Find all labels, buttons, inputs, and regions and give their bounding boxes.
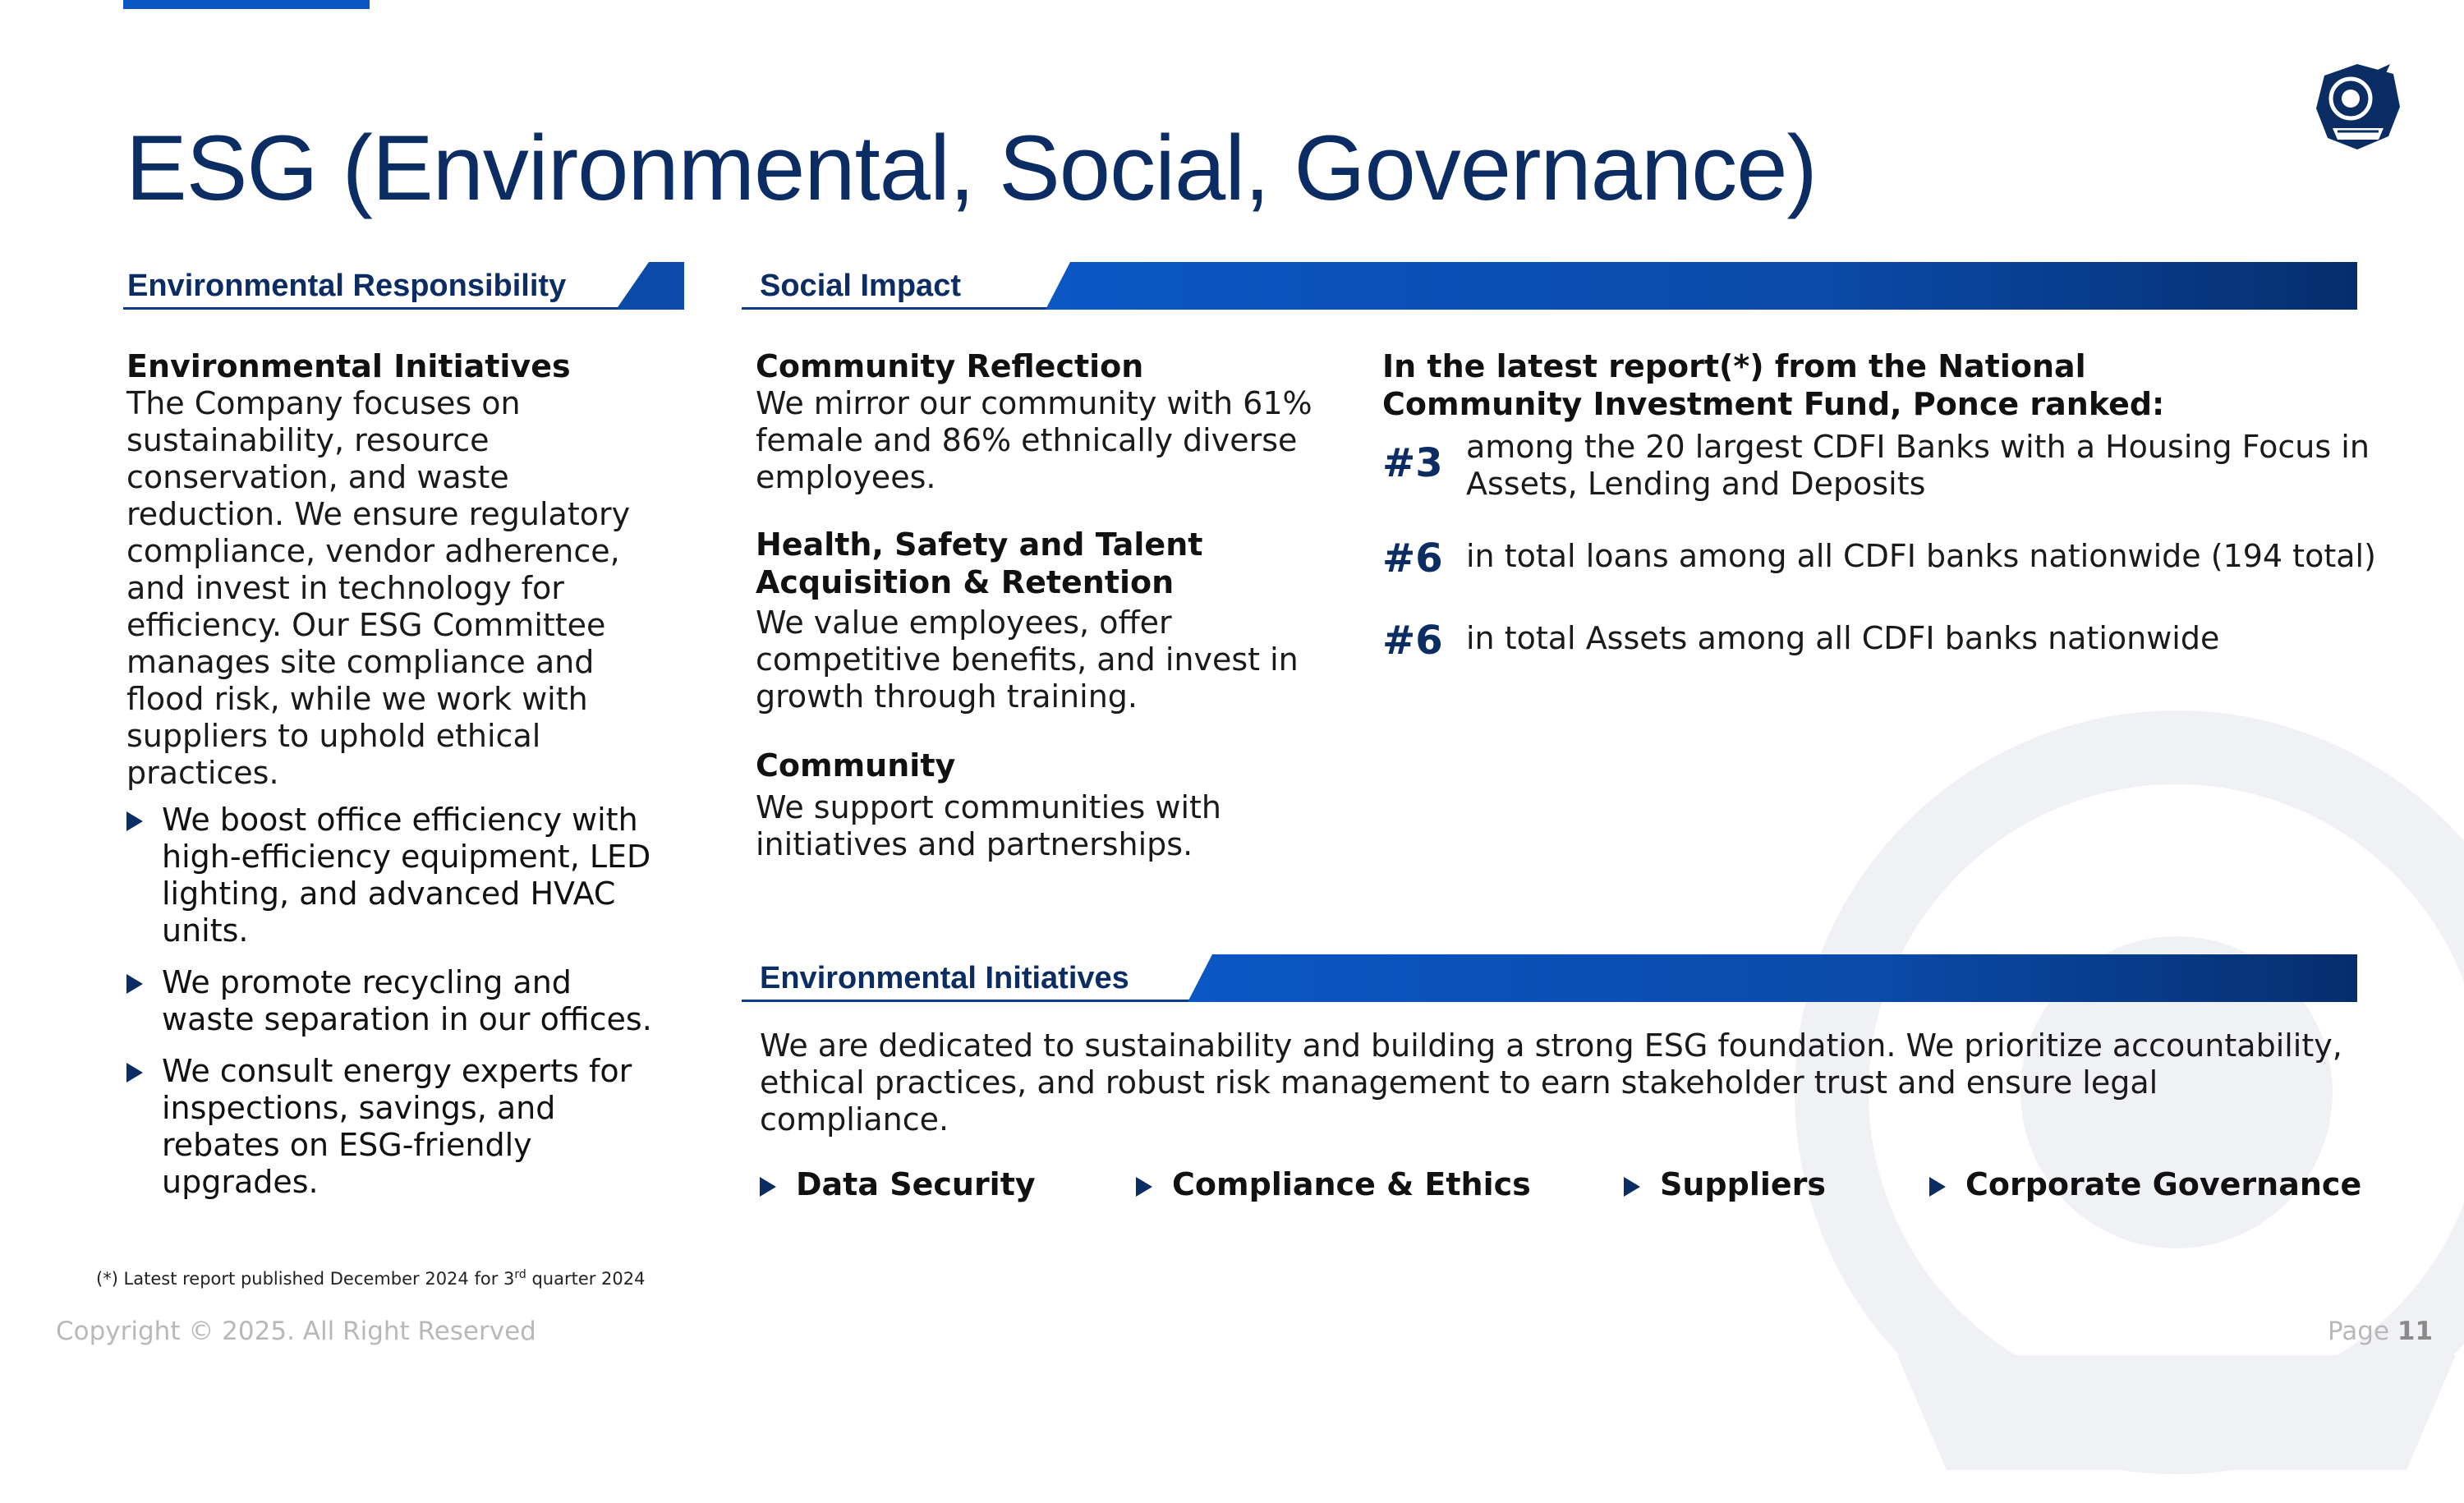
triangle-bullet-icon xyxy=(126,1063,143,1082)
env-initiatives-header xyxy=(742,954,2357,1002)
governance-pillars xyxy=(0,1166,2464,1216)
triangle-bullet-icon xyxy=(1136,1177,1152,1197)
env-initiatives-subheading: Environmental Initiatives xyxy=(126,348,571,384)
env-responsibility-body: The Company focuses on sustainability, resource conservation, and waste reduction. We ensure regulatory compliance, vendor adherence, and invest in technology for efficiency. Our ESG Committee manages site compliance and flood risk, while we work with suppliers to uphold ethical practices. xyxy=(126,385,631,791)
social-impact-header xyxy=(742,262,2357,310)
triangle-bullet-icon xyxy=(1624,1177,1640,1197)
community-heading: Community xyxy=(756,747,956,784)
rank-number: #3 xyxy=(1382,440,1443,486)
env-bullet-list xyxy=(126,802,652,1201)
triangle-bullet-icon xyxy=(1929,1177,1946,1197)
community-reflection-heading: Community Reflection xyxy=(756,348,1144,384)
pillar-suppliers: Suppliers xyxy=(1624,1166,1826,1202)
rank-number: #6 xyxy=(1382,618,1443,664)
header-accent-shape xyxy=(1046,262,2357,310)
rank-text: in total loans among all CDFI banks nationwide (194 total) xyxy=(1466,538,2376,574)
pillar-corporate-governance: Corporate Governance xyxy=(1929,1166,2361,1202)
rank-number: #6 xyxy=(1382,535,1443,581)
top-accent-bar xyxy=(123,0,370,9)
list-item: We boost office efficiency with high-efficiency equipment, LED lighting, and advanced HVAC units. xyxy=(126,802,652,949)
env-responsibility-content xyxy=(126,347,652,1216)
rank-text: in total Assets among all CDFI banks nationwide xyxy=(1466,620,2220,656)
ranking-intro: In the latest report(*) from the National Community Investment Fund, Ponce ranked: xyxy=(1382,348,2165,422)
page-number: Page 11 xyxy=(2328,1317,2434,1346)
triangle-bullet-icon xyxy=(126,974,143,994)
rank-text: among the 20 largest CDFI Banks with a Housing Focus in Assets, Lending and Deposits xyxy=(1466,429,2370,502)
social-impact-items xyxy=(756,347,1322,863)
list-item: We promote recycling and waste separation in our offices. xyxy=(126,964,652,1038)
pillar-compliance-ethics: Compliance & Ethics xyxy=(1136,1166,1531,1202)
health-safety-text: We value employees, offer competitive benefits, and invest in growth through training. xyxy=(756,604,1299,715)
copyright-text: Copyright © 2025. All Right Reserved xyxy=(56,1317,536,1346)
social-impact-title: Social Impact xyxy=(760,269,961,303)
page-title: ESG (Environmental, Social, Governance) xyxy=(126,117,1817,219)
community-text: We support communities with initiatives and partnerships. xyxy=(756,789,1222,862)
triangle-bullet-icon xyxy=(126,811,143,831)
health-safety-heading: Health, Safety and Talent Acquisition & Retention xyxy=(756,526,1203,600)
env-initiatives-title: Environmental Initiatives xyxy=(760,961,1129,995)
footnote: (*) Latest report published December 2024 for 3rd quarter 2024 xyxy=(96,1268,646,1289)
env-initiatives-body: We are dedicated to sustainability and building a strong ESG foundation. We prioritize accountability, ethical practices, and robust risk management to earn stakeholder trust and ensure legal compliance. xyxy=(760,1027,2342,1138)
ponce-logo-icon xyxy=(2308,57,2407,156)
triangle-bullet-icon xyxy=(760,1177,776,1197)
header-accent-shape xyxy=(616,262,684,310)
env-responsibility-title: Environmental Responsibility xyxy=(127,269,567,303)
pillar-data-security: Data Security xyxy=(760,1166,1036,1202)
list-item: We consult energy experts for inspections, savings, and rebates on ESG-friendly upgrades. xyxy=(126,1053,652,1201)
header-accent-shape xyxy=(1188,954,2357,1002)
community-reflection-text: We mirror our community with 61% female and 86% ethnically diverse employees. xyxy=(756,385,1312,495)
env-responsibility-header xyxy=(123,262,684,310)
